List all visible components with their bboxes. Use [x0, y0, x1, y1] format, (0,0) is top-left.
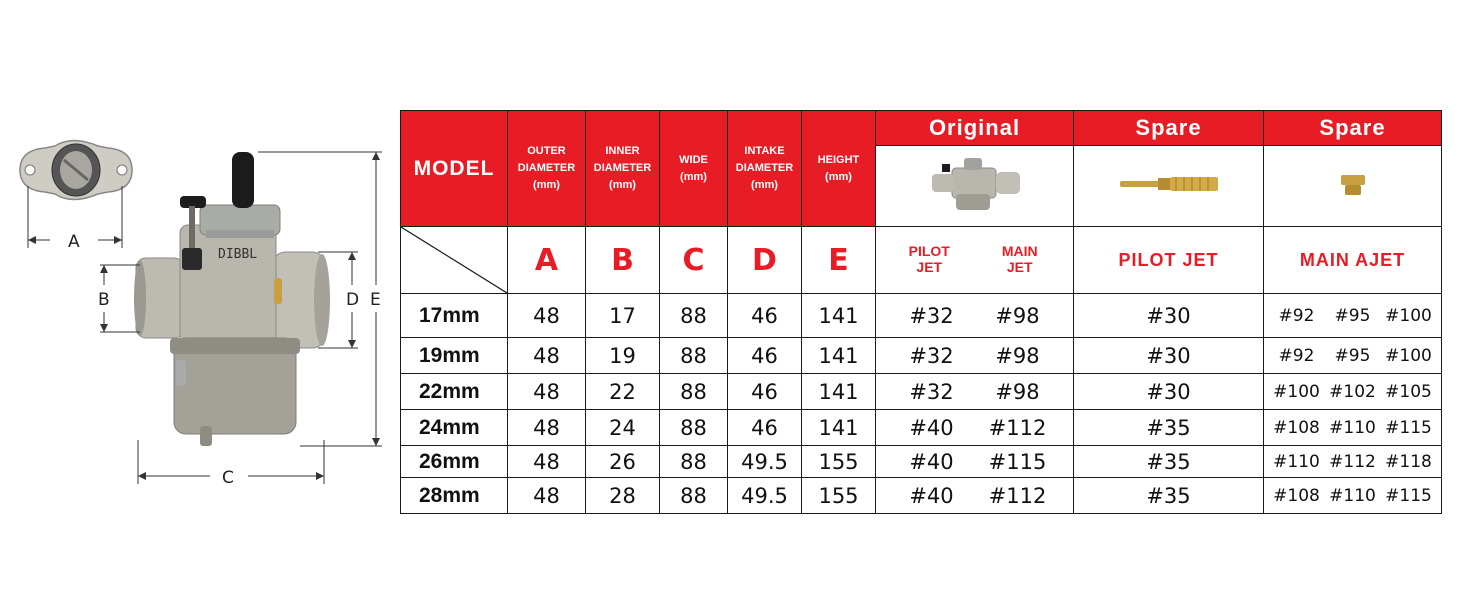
- model-cell: 28mm: [401, 478, 508, 514]
- height-cell: 141: [802, 410, 876, 446]
- outer-diameter-cell: 48: [508, 478, 586, 514]
- model-cell: 26mm: [401, 446, 508, 478]
- dimension-a-label: A: [68, 232, 80, 252]
- main-jet-value: #98: [995, 303, 1040, 328]
- spare-main-jet-value: #92: [1278, 345, 1315, 366]
- original-jets-cell: [876, 338, 1074, 374]
- spare-main-jets-cell: [1264, 446, 1442, 478]
- wide-cell: 88: [660, 478, 728, 514]
- spare-main-jet-value: #100: [1273, 381, 1320, 402]
- spare-main-jet-value: #112: [1329, 451, 1376, 472]
- spare-main-jets-cell: [1264, 294, 1442, 338]
- table-row: [401, 374, 1442, 410]
- dimension-b-label: B: [98, 290, 110, 310]
- dimension-d-label: D: [346, 290, 360, 310]
- table-row: [401, 338, 1442, 374]
- spare-main-jet-value: #100: [1385, 345, 1432, 366]
- wide-cell: 88: [660, 410, 728, 446]
- spare-header-2: Spare: [1264, 111, 1442, 146]
- wide-cell: 88: [660, 374, 728, 410]
- spare-main-jet-value: #108: [1273, 485, 1320, 506]
- spare-main-jet-value: #115: [1385, 417, 1432, 438]
- spare-main-jets-cell: [1264, 410, 1442, 446]
- spare-main-jets-cell: [1264, 478, 1442, 514]
- intake-diameter-header: INTAKE DIAMETER (mm): [728, 111, 802, 227]
- main-jet-value: #115: [988, 449, 1047, 474]
- carburetor-icon: [920, 154, 1030, 214]
- spare-pilot-jet-cell: #35: [1074, 478, 1264, 514]
- spare-pilot-jet-cell: #30: [1074, 374, 1264, 410]
- spec-table: [400, 110, 1442, 514]
- table-row: [401, 410, 1442, 446]
- model-cell: 17mm: [401, 294, 508, 338]
- spare-pilot-jet-subheader: PILOT JET: [1074, 227, 1264, 294]
- spare-pilot-jet-cell: #30: [1074, 338, 1264, 374]
- letter-row: [401, 227, 1442, 294]
- spare-pilot-jet-cell: #35: [1074, 410, 1264, 446]
- main-jet-subheader: MAIN JET: [1001, 243, 1038, 275]
- table-body: [401, 294, 1442, 514]
- spare-main-jet-value: #92: [1278, 305, 1315, 326]
- carburetor-icon: [134, 152, 330, 446]
- table-row: [401, 478, 1442, 514]
- table-row: [401, 294, 1442, 338]
- height-cell: 155: [802, 478, 876, 514]
- main-jet-icon: [1333, 169, 1373, 199]
- wide-cell: 88: [660, 294, 728, 338]
- main-jet-value: #98: [995, 379, 1040, 404]
- outer-diameter-cell: 48: [508, 446, 586, 478]
- wide-header: WIDE (mm): [660, 111, 728, 227]
- intake-diameter-cell: 46: [728, 338, 802, 374]
- intake-diameter-cell: 46: [728, 374, 802, 410]
- spare-main-jet-value: #115: [1385, 485, 1432, 506]
- spare-main-jet-value: #95: [1334, 305, 1371, 326]
- wide-cell: 88: [660, 338, 728, 374]
- main-jet-value: #98: [995, 343, 1040, 368]
- dimension-e-label: E: [370, 290, 381, 310]
- model-cell: 24mm: [401, 410, 508, 446]
- pilot-jet-value: #32: [909, 379, 954, 404]
- pilot-jet-value: #40: [909, 483, 954, 508]
- flange-icon: [20, 141, 132, 200]
- spare-main-jet-value: #110: [1329, 485, 1376, 506]
- letter-d: D: [728, 227, 802, 294]
- outer-diameter-cell: 48: [508, 338, 586, 374]
- pilot-jet-subheader: PILOT JET: [908, 243, 950, 275]
- diagonal-line: [401, 227, 507, 293]
- inner-diameter-cell: 26: [586, 446, 660, 478]
- main-jet-value: #112: [988, 415, 1047, 440]
- height-cell: 155: [802, 446, 876, 478]
- intake-diameter-cell: 46: [728, 410, 802, 446]
- model-cell: 19mm: [401, 338, 508, 374]
- model-header: MODEL: [401, 111, 508, 227]
- spare-main-jet-value: #95: [1334, 345, 1371, 366]
- original-jets-cell: [876, 478, 1074, 514]
- spare-main-jets-cell: [1264, 374, 1442, 410]
- letter-e: E: [802, 227, 876, 294]
- main-jet-image: [1264, 146, 1442, 227]
- original-carburetor-image: [876, 146, 1074, 227]
- carburetor-drawing: [0, 0, 400, 600]
- model-cell: 22mm: [401, 374, 508, 410]
- original-header: Original: [876, 111, 1074, 146]
- inner-diameter-cell: 19: [586, 338, 660, 374]
- pilot-jet-value: #40: [909, 415, 954, 440]
- outer-diameter-header: OUTER DIAMETER (mm): [508, 111, 586, 227]
- spare-main-jet-value: #110: [1273, 451, 1320, 472]
- spare-main-jet-value: #110: [1329, 417, 1376, 438]
- outer-diameter-cell: 48: [508, 410, 586, 446]
- dimension-c-label: C: [222, 468, 234, 488]
- header-row: [401, 111, 1442, 146]
- spare-main-jet-value: #100: [1385, 305, 1432, 326]
- inner-diameter-cell: 22: [586, 374, 660, 410]
- outer-diameter-cell: 48: [508, 374, 586, 410]
- spare-pilot-jet-cell: #35: [1074, 446, 1264, 478]
- table-row: [401, 446, 1442, 478]
- inner-diameter-cell: 17: [586, 294, 660, 338]
- original-jets-cell: [876, 446, 1074, 478]
- diagonal-cell: [401, 227, 508, 294]
- pilot-jet-value: #32: [909, 343, 954, 368]
- letter-b: B: [586, 227, 660, 294]
- wide-cell: 88: [660, 446, 728, 478]
- height-cell: 141: [802, 294, 876, 338]
- inner-diameter-cell: 24: [586, 410, 660, 446]
- spare-main-jet-value: #105: [1385, 381, 1432, 402]
- svg-text:DIBBL: DIBBL: [218, 247, 258, 262]
- letter-a: A: [508, 227, 586, 294]
- intake-diameter-cell: 46: [728, 294, 802, 338]
- letter-c: C: [660, 227, 728, 294]
- pilot-jet-image: [1074, 146, 1264, 227]
- spare-header-1: Spare: [1074, 111, 1264, 146]
- spare-main-ajet-subheader: MAIN AJET: [1264, 227, 1442, 294]
- original-jets-cell: [876, 294, 1074, 338]
- spare-main-jet-value: #102: [1329, 381, 1376, 402]
- intake-diameter-cell: 49.5: [728, 446, 802, 478]
- height-cell: 141: [802, 374, 876, 410]
- height-cell: 141: [802, 338, 876, 374]
- original-jets-subheader: [876, 227, 1074, 294]
- spare-main-jet-value: #118: [1385, 451, 1432, 472]
- pilot-jet-value: #40: [909, 449, 954, 474]
- original-jets-cell: [876, 410, 1074, 446]
- original-jets-cell: [876, 374, 1074, 410]
- pilot-jet-icon: [1114, 169, 1224, 199]
- intake-diameter-cell: 49.5: [728, 478, 802, 514]
- inner-diameter-cell: 28: [586, 478, 660, 514]
- spare-main-jet-value: #108: [1273, 417, 1320, 438]
- pilot-jet-value: #32: [909, 303, 954, 328]
- inner-diameter-header: INNER DIAMETER (mm): [586, 111, 660, 227]
- main-jet-value: #112: [988, 483, 1047, 508]
- outer-diameter-cell: 48: [508, 294, 586, 338]
- spare-pilot-jet-cell: #30: [1074, 294, 1264, 338]
- spare-main-jets-cell: [1264, 338, 1442, 374]
- height-header: HEIGHT (mm): [802, 111, 876, 227]
